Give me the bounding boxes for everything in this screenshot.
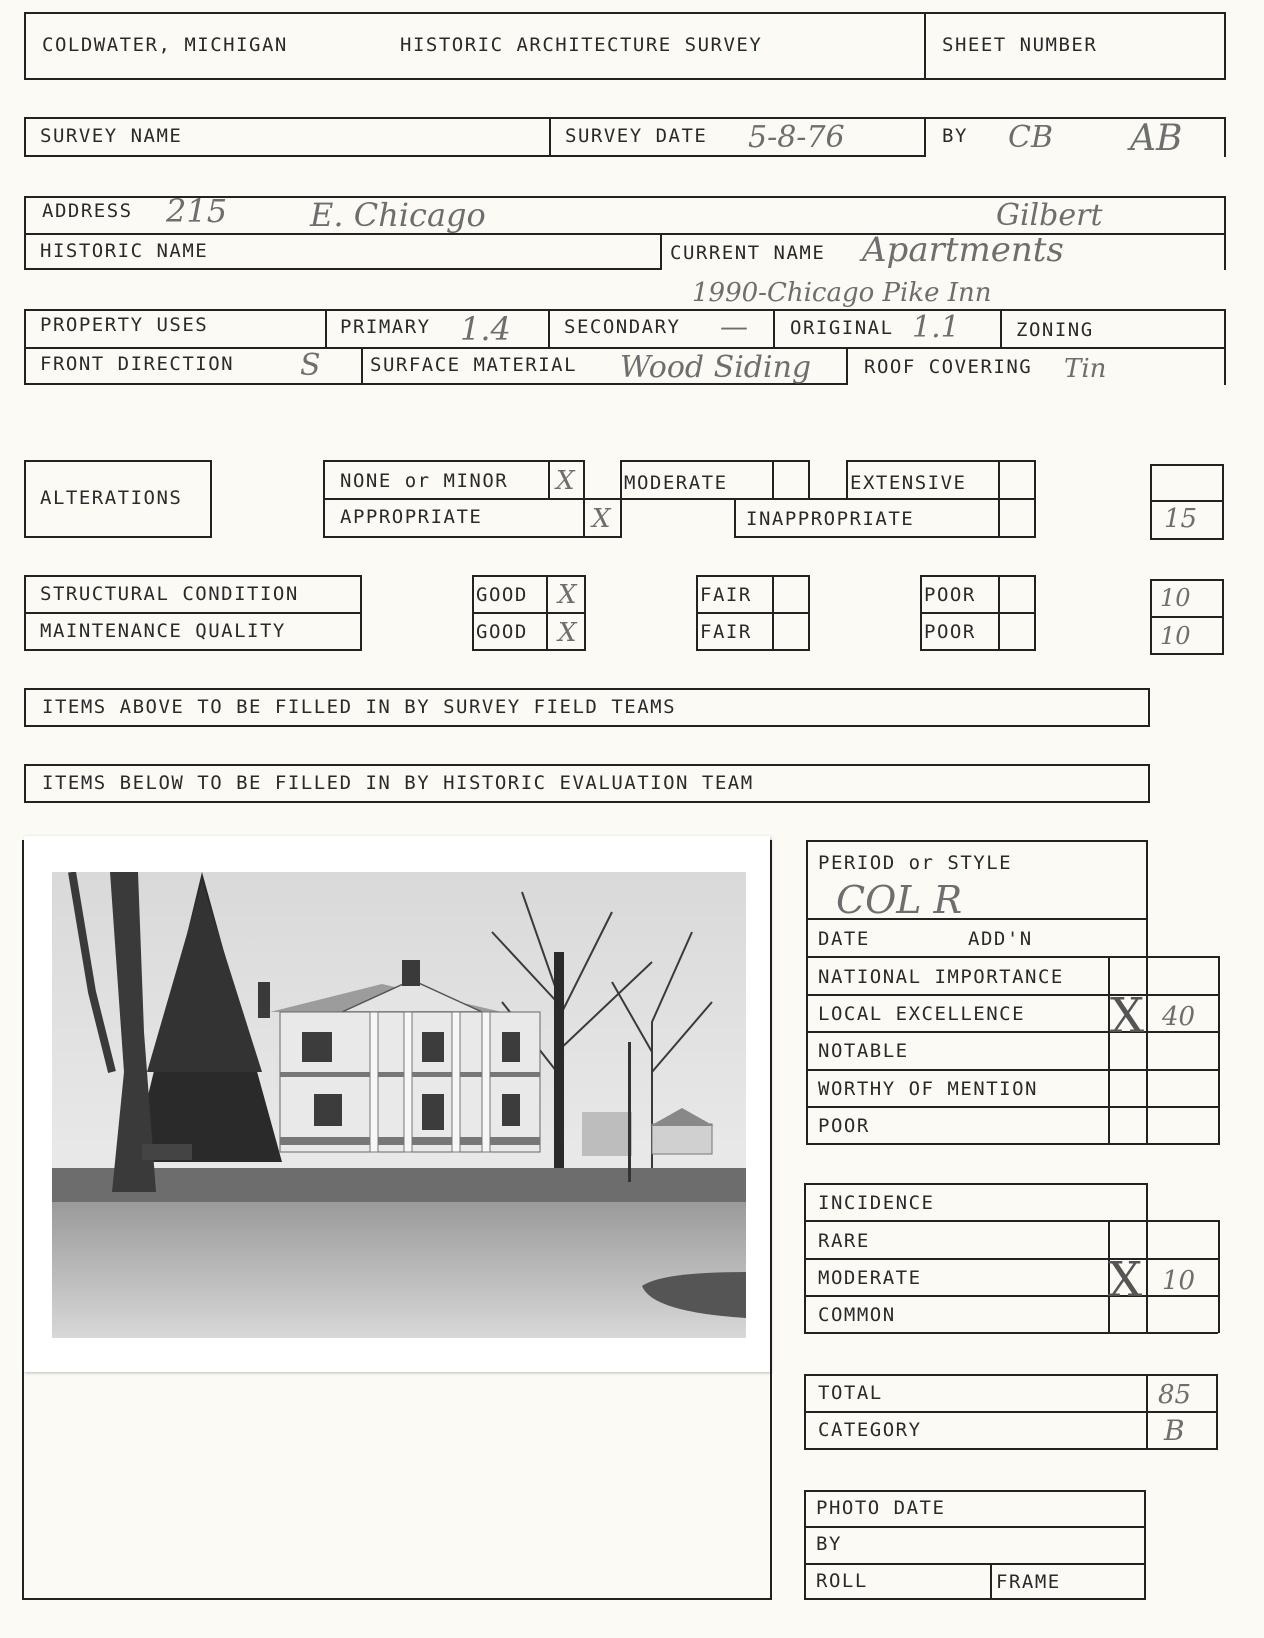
survey-by-value-2: AB <box>1130 118 1183 159</box>
condition-label-mid <box>24 612 362 614</box>
address-number: 215 <box>166 192 228 230</box>
alterations-div3 <box>772 460 774 498</box>
period-left <box>806 840 808 1144</box>
alterations-div8 <box>1034 460 1036 538</box>
front-direction-label: FRONT DIRECTION <box>40 353 235 375</box>
photo-info-div <box>990 1563 992 1600</box>
photo-date-label: PHOTO DATE <box>816 1497 946 1519</box>
incidence-line1 <box>804 1220 1218 1222</box>
address-left <box>24 196 26 270</box>
current-name-label: CURRENT NAME <box>670 242 826 264</box>
fair-div <box>772 575 774 651</box>
structural-fair-label: FAIR <box>700 584 752 606</box>
period-value: COL R <box>836 878 963 922</box>
incidence-line2 <box>804 1258 1218 1260</box>
photo-info-line2 <box>804 1563 1146 1565</box>
incidence-rare: RARE <box>818 1230 870 1252</box>
survey-row-div2 <box>924 117 926 157</box>
maintenance-quality-label: MAINTENANCE QUALITY <box>40 620 286 642</box>
total-mid <box>804 1411 1218 1413</box>
photo-info-line1 <box>804 1526 1146 1528</box>
note-below-left <box>24 764 26 803</box>
good-div <box>546 575 548 651</box>
period-right <box>1146 840 1148 1144</box>
importance-notable: NOTABLE <box>818 1040 909 1062</box>
address-label: ADDRESS <box>42 200 133 222</box>
structural-score: 10 <box>1160 584 1191 612</box>
address-bottom <box>24 268 661 270</box>
secondary-label: SECONDARY <box>564 316 681 338</box>
period-date-label: DATE <box>818 928 870 950</box>
primary-label: PRIMARY <box>340 316 431 338</box>
importance-national: NATIONAL IMPORTANCE <box>818 966 1064 988</box>
inappropriate-label: INAPPROPRIATE <box>746 508 915 530</box>
header-divider <box>924 12 926 80</box>
alterations-div7 <box>998 460 1000 538</box>
incidence-label: INCIDENCE <box>818 1192 935 1214</box>
alterations-grid-bottom <box>585 536 621 538</box>
alterations-grid-bottom2 <box>734 536 1036 538</box>
survey-row-top <box>24 117 1226 119</box>
structural-good-label: GOOD <box>476 584 528 606</box>
secondary-value: — <box>720 310 748 343</box>
none-or-minor-mark: X <box>556 466 575 496</box>
current-name-line2: Apartments <box>862 230 1064 270</box>
period-addn-label: ADD'N <box>968 928 1033 950</box>
roll-label: ROLL <box>816 1570 868 1592</box>
appropriate-label: APPROPRIATE <box>340 506 483 528</box>
survey-row-div1 <box>549 117 551 157</box>
front-direction-value: S <box>300 348 321 383</box>
current-name-line1: Gilbert <box>996 198 1103 233</box>
survey-date-value: 5-8-76 <box>748 120 845 155</box>
alterations-div5 <box>846 460 848 498</box>
survey-by-value: CB <box>1008 120 1053 155</box>
maintenance-good-label: GOOD <box>476 621 528 643</box>
poor-mid <box>920 612 1036 614</box>
importance-score: 40 <box>1162 1002 1196 1032</box>
alterations-score-mid <box>1150 500 1224 502</box>
incidence-score: 10 <box>1162 1266 1196 1296</box>
note-above: ITEMS ABOVE TO BE FILLED IN BY SURVEY FIELD TEAMS <box>42 696 677 718</box>
property-right <box>1224 309 1226 385</box>
importance-line4 <box>806 1069 1218 1071</box>
property-div3 <box>773 309 775 349</box>
note-above-top <box>24 688 1148 690</box>
alterations-div6 <box>734 498 736 538</box>
total-label: TOTAL <box>818 1382 883 1404</box>
period-label: PERIOD or STYLE <box>818 852 1013 874</box>
address-div <box>660 233 662 270</box>
importance-poor: POOR <box>818 1115 870 1137</box>
alterations-grid-top2 <box>620 460 810 462</box>
extensive-alteration-label: EXTENSIVE <box>850 472 967 494</box>
property-left <box>24 309 26 385</box>
note-above-bottom <box>24 725 1148 727</box>
note-below-top <box>24 764 1148 766</box>
surface-material-label: SURFACE MATERIAL <box>370 354 578 376</box>
note-below: ITEMS BELOW TO BE FILLED IN BY HISTORIC EVALUATION TEAM <box>42 772 754 794</box>
address-right <box>1224 196 1226 270</box>
importance-line2 <box>806 994 1218 996</box>
property-div6 <box>846 347 848 385</box>
address-street: E. Chicago <box>310 196 486 234</box>
survey-by-label: BY <box>942 125 968 147</box>
roof-covering-label: ROOF COVERING <box>864 356 1033 378</box>
property-div2 <box>548 309 550 349</box>
current-name-note: 1990-Chicago Pike Inn <box>692 278 992 308</box>
incidence-top <box>804 1183 1146 1185</box>
note-below-right <box>1148 764 1150 803</box>
poor-div <box>998 575 1000 651</box>
city-label: COLDWATER, MICHIGAN <box>42 34 288 56</box>
note-above-right <box>1148 688 1150 727</box>
structural-good-mark: X <box>558 580 577 610</box>
category-value: B <box>1164 1414 1185 1447</box>
fair-mid <box>696 612 810 614</box>
property-uses-label: PROPERTY USES <box>40 314 209 336</box>
alterations-div2 <box>620 460 622 538</box>
importance-mark: X <box>1110 988 1145 1044</box>
survey-row-left <box>24 117 26 157</box>
building-photo <box>52 872 746 1338</box>
importance-div2 <box>1218 956 1220 1145</box>
importance-div1 <box>1108 956 1110 1145</box>
sheet-number-label: SHEET NUMBER <box>942 34 1098 56</box>
photo-mat <box>24 836 770 1372</box>
survey-row-right <box>1224 117 1226 157</box>
importance-line1 <box>806 956 1218 958</box>
alterations-grid-top3 <box>846 460 1036 462</box>
incidence-mark: X <box>1108 1252 1143 1308</box>
incidence-common: COMMON <box>818 1304 896 1326</box>
note-below-bottom <box>24 801 1148 803</box>
alterations-div4 <box>808 460 810 498</box>
alterations-div1 <box>548 460 550 498</box>
maintenance-good-mark: X <box>558 618 577 648</box>
property-div1 <box>325 309 327 349</box>
primary-value: 1.4 <box>460 310 511 348</box>
importance-line6 <box>806 1143 1218 1145</box>
maintenance-poor-label: POOR <box>924 621 976 643</box>
period-top <box>806 840 1146 842</box>
structural-condition-label: STRUCTURAL CONDITION <box>40 583 299 605</box>
original-value: 1.1 <box>912 310 960 345</box>
appropriate-mark: X <box>592 504 611 534</box>
note-above-left <box>24 688 26 727</box>
roof-covering-value: Tin <box>1064 354 1107 384</box>
total-div <box>1146 1374 1148 1450</box>
category-label: CATEGORY <box>818 1419 922 1441</box>
importance-line5 <box>806 1106 1218 1108</box>
maintenance-fair-label: FAIR <box>700 621 752 643</box>
incidence-moderate: MODERATE <box>818 1267 922 1289</box>
alterations-label: ALTERATIONS <box>40 487 183 509</box>
property-div4 <box>1000 309 1002 349</box>
alterations-score: 15 <box>1164 504 1198 534</box>
form-title: HISTORIC ARCHITECTURE SURVEY <box>400 34 763 56</box>
total-value: 85 <box>1158 1380 1192 1410</box>
building-photo-image <box>52 872 746 1338</box>
property-div5 <box>361 347 363 385</box>
photo-area-right <box>770 840 772 1600</box>
original-label: ORIGINAL <box>790 317 894 339</box>
frame-label: FRAME <box>996 1571 1061 1593</box>
photo-by-label: BY <box>816 1533 842 1555</box>
none-or-minor-label: NONE or MINOR <box>340 470 509 492</box>
zoning-label: ZONING <box>1016 319 1094 341</box>
maintenance-score: 10 <box>1160 622 1191 650</box>
structural-poor-label: POOR <box>924 584 976 606</box>
incidence-div2 <box>1218 1220 1220 1333</box>
incidence-line3 <box>804 1295 1218 1297</box>
moderate-alteration-label: MODERATE <box>624 472 728 494</box>
good-mid <box>472 612 586 614</box>
incidence-line4 <box>804 1332 1218 1334</box>
importance-local: LOCAL EXCELLENCE <box>818 1003 1026 1025</box>
property-mid <box>24 347 1226 349</box>
alterations-grid-mid <box>323 498 1036 500</box>
survey-row-bottom <box>24 155 924 157</box>
historic-name-label: HISTORIC NAME <box>40 240 209 262</box>
survey-date-label: SURVEY DATE <box>565 125 708 147</box>
condition-score-mid <box>1150 616 1224 618</box>
survey-name-label: SURVEY NAME <box>40 125 183 147</box>
importance-worthy: WORTHY OF MENTION <box>818 1078 1038 1100</box>
surface-material-value: Wood Siding <box>620 350 812 385</box>
property-top <box>24 309 1226 311</box>
photo-area-bottom <box>24 1598 770 1600</box>
importance-line3 <box>806 1031 1218 1033</box>
